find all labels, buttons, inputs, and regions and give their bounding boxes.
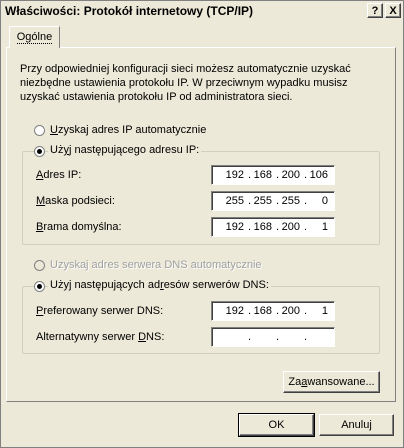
dns-manual-label[interactable]: Użyj następujących adresów serwerów DNS: — [50, 279, 269, 291]
dns-auto-label[interactable]: Uzyskaj adres serwera DNS automatycznie — [50, 259, 262, 271]
ip-auto-radio[interactable] — [34, 125, 45, 136]
close-button[interactable]: X — [385, 3, 401, 18]
ok-button[interactable]: OK — [239, 414, 314, 436]
dns-auto-radio[interactable] — [34, 260, 45, 271]
alternate-dns-field[interactable]: . . . — [211, 327, 335, 347]
advanced-button[interactable]: Zaawansowane... — [283, 371, 380, 393]
ip-manual-radio[interactable] — [34, 146, 45, 157]
cancel-button[interactable]: Anuluj — [319, 414, 394, 436]
help-button[interactable]: ? — [367, 3, 383, 18]
dns-manual-radio[interactable] — [34, 281, 45, 292]
ip-address-label: Adres IP: — [36, 169, 82, 181]
ip-address-field[interactable]: 192 . 168 . 200 . 106 — [211, 165, 335, 185]
subnet-mask-field[interactable]: 255 . 255 . 255 . 0 — [211, 191, 335, 211]
preferred-dns-label: Preferowany serwer DNS: — [36, 305, 164, 317]
window-title: Właściwości: Protokół internetowy (TCP/IP) — [5, 4, 254, 18]
title-bar[interactable] — [1, 1, 401, 21]
intro-text: Przy odpowiedniej konfiguracji sieci możesz automatycznie uzyskać niezbędne ustawienia protokołu IP. W przeciwnym wypadku musisz uzyskać ustawienia protokołu IP od administratora sieci. — [20, 63, 351, 103]
tab-general[interactable] — [9, 26, 60, 48]
ip-auto-label[interactable]: Uzyskaj adres IP automatycznie — [50, 124, 207, 136]
tab-general-label: Ogólne — [16, 31, 53, 43]
alternate-dns-label: Alternatywny serwer DNS: — [36, 331, 165, 343]
subnet-mask-label: Maska podsieci: — [36, 195, 115, 207]
preferred-dns-field[interactable]: 192 . 168 . 200 . 1 — [211, 301, 335, 321]
gateway-label: Brama domyślna: — [36, 221, 122, 233]
ip-manual-label[interactable]: Użyj następującego adresu IP: — [50, 144, 200, 156]
gateway-field[interactable]: 192 . 168 . 200 . 1 — [211, 217, 335, 237]
